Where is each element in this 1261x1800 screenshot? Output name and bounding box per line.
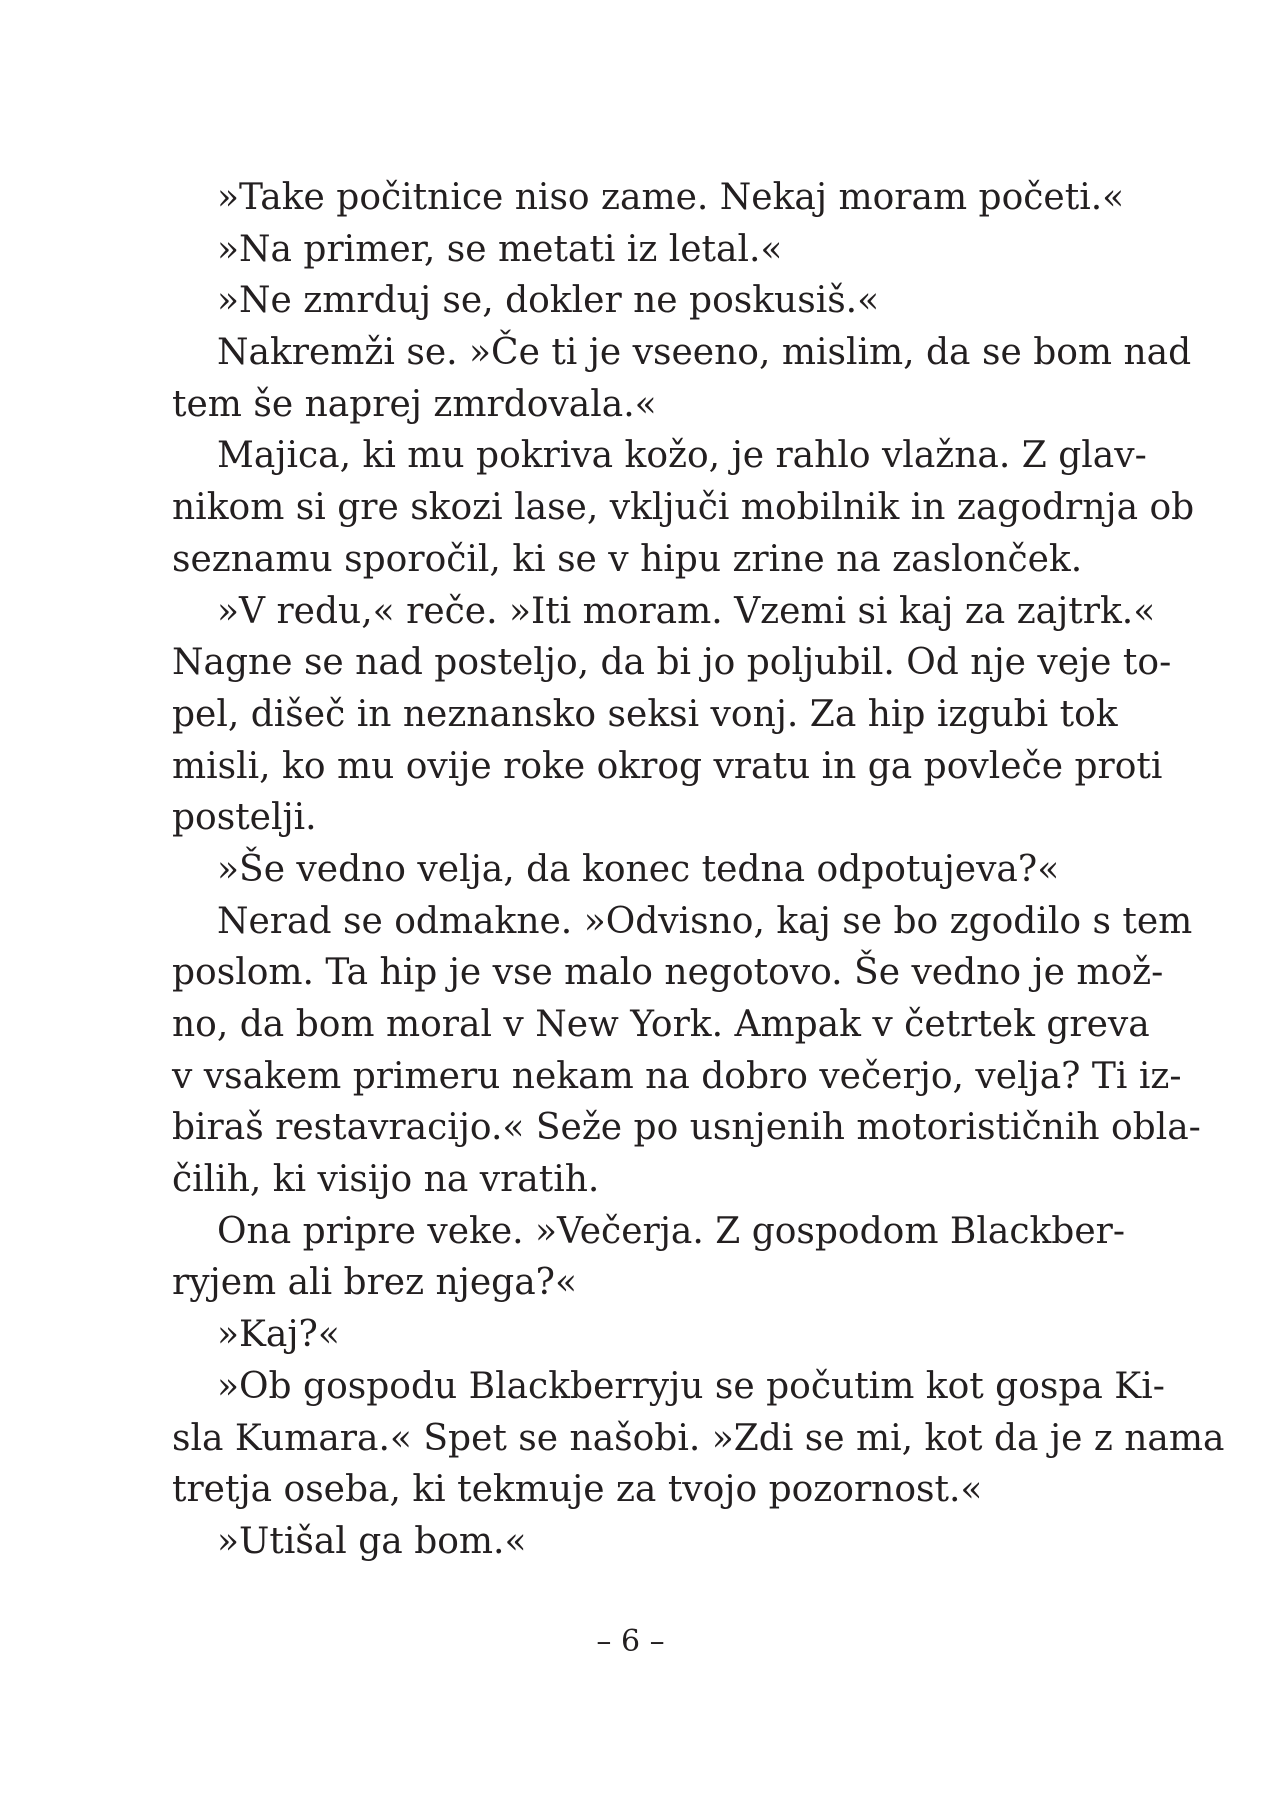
text-line: »Ob gospodu Blackberryju se počutim kot gospa Ki- <box>217 1365 1165 1407</box>
text-line: tretja oseba, ki tekmuje za tvojo pozornost.« <box>172 1469 983 1511</box>
page-number: – 6 – <box>596 1624 665 1659</box>
text-line: seznamu sporočil, ki se v hipu zrine na zaslonček. <box>172 538 1083 580</box>
text-line: biraš restavracijo.« Seže po usnjenih motorističnih obla- <box>172 1107 1201 1149</box>
text-line: »Ne zmrduj se, dokler ne poskusiš.« <box>217 280 880 322</box>
text-line: »Utišal ga bom.« <box>217 1520 527 1562</box>
text-line: poslom. Ta hip je vse malo negotovo. Še vedno je mož- <box>172 952 1164 994</box>
text-line: »Na primer, se metati iz letal.« <box>217 228 783 270</box>
text-line: »V redu,« reče. »Iti moram. Vzemi si kaj za zajtrk.« <box>217 590 1156 632</box>
text-line: »Kaj?« <box>217 1314 340 1356</box>
text-line: no, da bom moral v New York. Ampak v četrtek greva <box>172 1004 1150 1045</box>
body-text <box>172 172 1225 1568</box>
text-line: v vsakem primeru nekam na dobro večerjo, velja? Ti iz- <box>172 1055 1182 1097</box>
text-line: Nerad se odmakne. »Odvisno, kaj se bo zgodilo s tem <box>217 900 1193 942</box>
text-line: ryjem ali brez njega?« <box>172 1262 577 1304</box>
text-line: Majica, ki mu pokriva kožo, je rahlo vlažna. Z glav- <box>217 435 1147 477</box>
text-line: pel, dišeč in neznansko seksi vonj. Za hip izgubi tok <box>172 693 1118 735</box>
text-line: nikom si gre skozi lase, vključi mobilnik in zagodrnja ob <box>172 487 1195 529</box>
text-line: Ona pripre veke. »Večerja. Z gospodom Blackber- <box>217 1210 1126 1252</box>
text-line: čilih, ki visijo na vratih. <box>172 1159 600 1201</box>
text-line: sla Kumara.« Spet se našobi. »Zdi se mi, kot da je z nama <box>172 1417 1225 1459</box>
text-line: Nagne se nad posteljo, da bi jo poljubil. Od nje veje to- <box>172 642 1172 684</box>
text-line: Nakremži se. »Če ti je vseeno, mislim, da se bom nad <box>217 332 1192 374</box>
text-line: »Še vedno velja, da konec tedna odpotujeva?« <box>217 848 1060 890</box>
text-line: tem še naprej zmrdovala.« <box>172 383 657 425</box>
text-line: »Take počitnice niso zame. Nekaj moram početi.« <box>217 177 1125 218</box>
text-line: postelji. <box>172 797 317 839</box>
text-line: misli, ko mu ovije roke okrog vratu in ga povleče proti <box>172 745 1163 787</box>
